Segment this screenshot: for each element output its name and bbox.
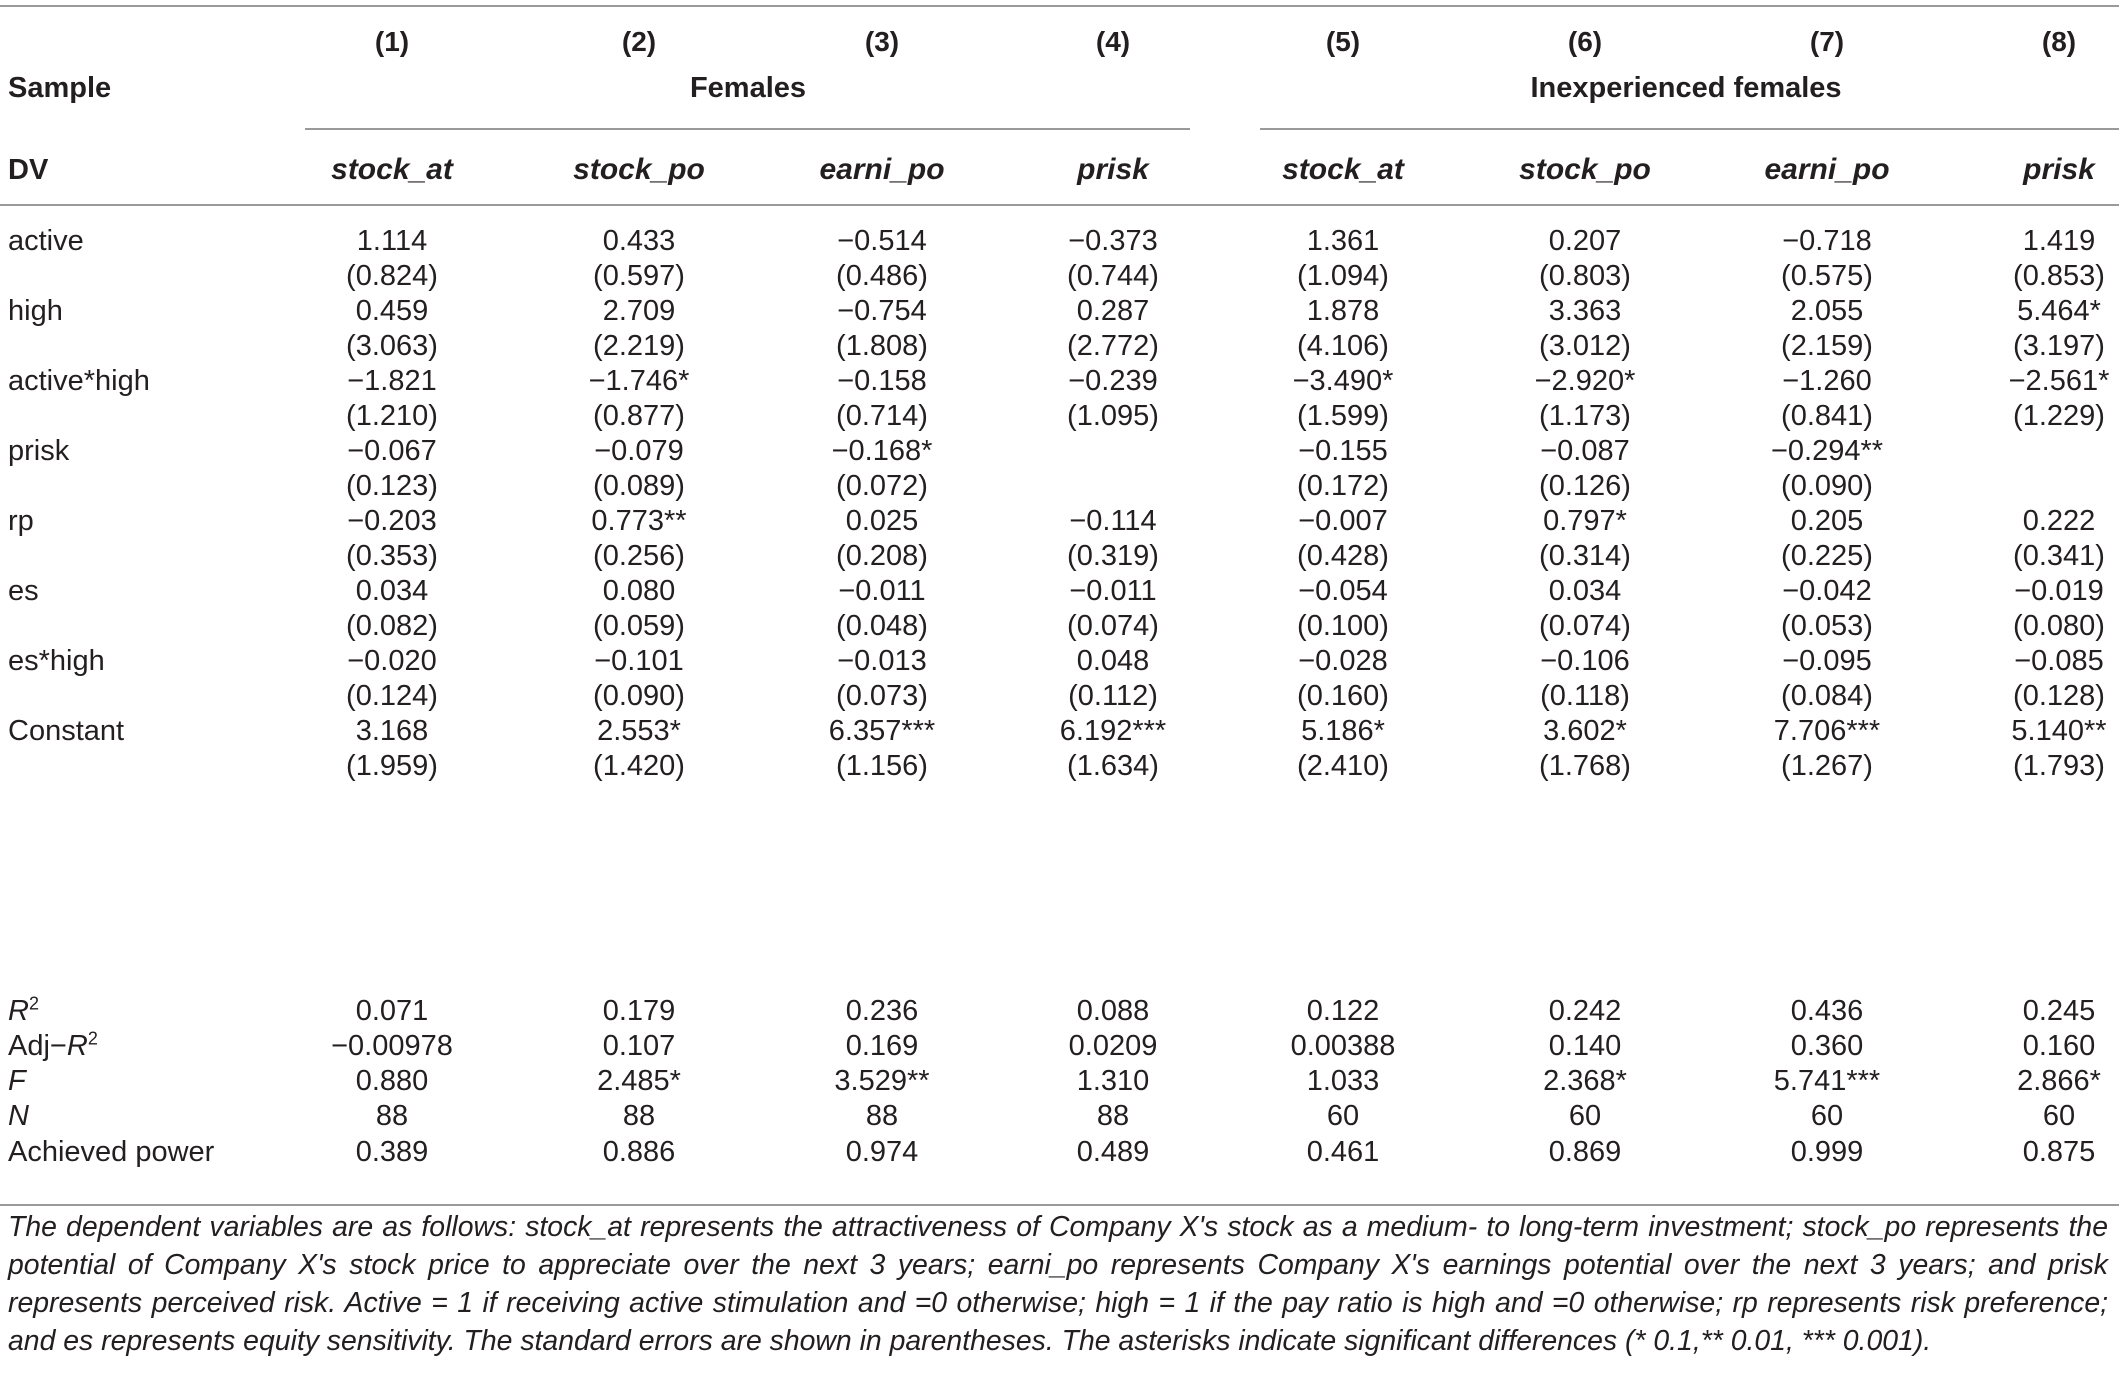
se-cell: (3.063) [346, 330, 438, 362]
se-cell: (1.095) [1067, 400, 1159, 432]
se-cell: (1.793) [2013, 750, 2105, 782]
se-cell: (1.156) [836, 750, 928, 782]
stat-label-text: F [8, 1065, 26, 1097]
group-inexperienced-label: Inexperienced females [1530, 72, 1842, 104]
coef-cell: −0.011 [838, 575, 926, 607]
coef-cell: 7.706*** [1773, 715, 1881, 747]
stat-label-4 [8, 1136, 214, 1168]
stat-cell: 0.160 [2022, 1030, 2096, 1062]
se-cell: (1.173) [1539, 400, 1631, 432]
column-number-3: (3) [864, 26, 900, 57]
row-label-3: prisk [8, 435, 70, 467]
se-cell: (1.634) [1067, 750, 1159, 782]
stat-cell: 0.245 [2022, 995, 2096, 1027]
stat-cell: 0.107 [602, 1030, 676, 1062]
coef-cell: −0.054 [1298, 575, 1388, 607]
se-cell: (0.486) [836, 260, 928, 292]
stat-cell: 1.033 [1306, 1065, 1380, 1097]
coef-cell: −0.155 [1298, 435, 1388, 467]
coef-cell: 3.168 [355, 715, 429, 747]
se-cell: (0.853) [2013, 260, 2105, 292]
se-cell: (0.048) [836, 610, 928, 642]
inexperienced-group-rule [1260, 128, 2119, 130]
row-label-5: es [8, 575, 39, 607]
se-cell: (0.744) [1067, 260, 1159, 292]
coef-cell: −0.373 [1068, 225, 1158, 257]
se-cell: (0.160) [1297, 680, 1389, 712]
top-rule [0, 5, 2119, 7]
row-label-4: rp [8, 505, 34, 537]
column-number-1: (1) [374, 26, 410, 57]
bottom-rule [0, 1204, 2119, 1206]
coef-cell: 2.709 [602, 295, 676, 327]
stat-label-text: N [8, 1100, 29, 1132]
stat-cell: 2.485* [597, 1065, 681, 1097]
se-cell: (0.824) [346, 260, 438, 292]
se-cell: (0.123) [346, 470, 438, 502]
se-cell: (3.197) [2013, 330, 2105, 362]
coef-cell: −0.013 [837, 645, 927, 677]
se-cell: (0.314) [1539, 540, 1631, 572]
coef-cell: 1.361 [1306, 225, 1380, 257]
coef-cell: −0.067 [347, 435, 437, 467]
se-cell: (0.353) [346, 540, 438, 572]
coef-cell: 0.205 [1790, 505, 1864, 537]
stat-label-3 [8, 1100, 29, 1132]
coef-cell: −0.011 [1069, 575, 1157, 607]
group-females-label: Females [689, 72, 807, 104]
column-number-8: (8) [2041, 26, 2077, 57]
stat-cell: 60 [1568, 1100, 1602, 1132]
se-cell: (0.089) [593, 470, 685, 502]
coef-cell: 5.140** [2011, 715, 2107, 747]
stat-cell: 0.974 [845, 1136, 919, 1168]
coef-cell: 3.602* [1543, 715, 1627, 747]
table-footnote: The dependent variables are as follows: stock_at represents the attractiveness of Company X's stock as a medium- to long-term investment; stock_po represents the potential of Company X's stock price to appreciate over the next 3 years; earni_po represents Company X's earnings potential over the next 3 years; and prisk represents perceived risk. Active = 1 if receiving active stimulation and =0 otherwise; high = 1 if the pay ratio is high and =0 otherwise; rp represents risk preference; and es represents equity sensitivity. The standard errors are shown in parentheses. The asterisks indicate significant differences (* 0.1,** 0.01, *** 0.001). [8, 1211, 2108, 1357]
stat-label-sup: 2 [28, 993, 39, 1014]
stat-label-0 [8, 995, 39, 1027]
se-cell: (2.410) [1297, 750, 1389, 782]
coef-cell: 1.114 [356, 225, 428, 257]
stat-cell: 60 [2042, 1100, 2076, 1132]
se-cell: (1.959) [346, 750, 438, 782]
se-cell: (0.074) [1539, 610, 1631, 642]
stat-cell: 2.368* [1543, 1065, 1627, 1097]
stat-cell: 0.360 [1790, 1030, 1864, 1062]
coef-cell: 0.080 [602, 575, 676, 607]
row-label-0: active [8, 225, 84, 257]
row-label-6: es*high [8, 645, 105, 677]
stat-cell: 0.869 [1548, 1136, 1622, 1168]
coef-cell: −0.042 [1782, 575, 1872, 607]
row-label-7: Constant [8, 715, 125, 747]
coef-cell: −0.158 [837, 365, 927, 397]
coef-cell: −0.239 [1068, 365, 1158, 397]
coef-cell: −0.168* [831, 435, 933, 467]
se-cell: (0.074) [1067, 610, 1159, 642]
coef-cell: −3.490* [1292, 365, 1394, 397]
coef-cell: −0.007 [1298, 505, 1388, 537]
stat-cell: 0.880 [355, 1065, 429, 1097]
stat-cell: 0.999 [1790, 1136, 1864, 1168]
se-cell: (0.575) [1781, 260, 1873, 292]
stat-label-sup: 2 [87, 1028, 98, 1049]
coef-cell: 2.055 [1790, 295, 1864, 327]
row-label-2: active*high [8, 365, 150, 397]
se-cell: (0.597) [593, 260, 685, 292]
se-cell: (1.808) [836, 330, 928, 362]
se-cell: (4.106) [1297, 330, 1389, 362]
coef-cell: −0.019 [2014, 575, 2104, 607]
se-cell: (0.112) [1068, 680, 1158, 712]
coef-cell: −1.821 [347, 365, 437, 397]
coef-cell: 6.357*** [828, 715, 936, 747]
se-cell: (0.208) [836, 540, 928, 572]
se-cell: (0.126) [1539, 470, 1631, 502]
stat-label-1 [8, 1030, 98, 1062]
coef-cell: 2.553* [597, 715, 681, 747]
se-cell: (0.090) [593, 680, 685, 712]
se-cell: (0.341) [2013, 540, 2105, 572]
stat-cell: 88 [1096, 1100, 1130, 1132]
stat-cell: 0.236 [845, 995, 919, 1027]
stat-label-italic-r: R [66, 1030, 88, 1062]
coef-cell: −0.294** [1770, 435, 1884, 467]
dv-name-col-3: earni_po [819, 153, 945, 186]
coef-cell: 1.878 [1306, 295, 1380, 327]
coef-cell: 0.287 [1076, 295, 1150, 327]
se-cell: (0.428) [1297, 540, 1389, 572]
coef-cell: −0.095 [1782, 645, 1872, 677]
stat-label-2 [8, 1065, 26, 1097]
stat-cell: 0.071 [355, 995, 429, 1027]
stat-label-text: Adj−R [8, 1030, 88, 1062]
coef-cell: 5.464* [2017, 295, 2101, 327]
se-cell: (1.599) [1297, 400, 1389, 432]
dv-name-col-5: stock_at [1282, 153, 1404, 186]
coef-cell: 0.773** [591, 505, 687, 537]
stat-cell: 0.00388 [1290, 1030, 1396, 1062]
stat-cell: 60 [1326, 1100, 1360, 1132]
stat-cell: 0.122 [1306, 995, 1380, 1027]
se-cell: (1.267) [1781, 750, 1873, 782]
se-cell: (0.084) [1781, 680, 1873, 712]
se-cell: (0.072) [836, 470, 928, 502]
coef-cell: 5.186* [1301, 715, 1385, 747]
se-cell: (1.094) [1297, 260, 1389, 292]
se-cell: (1.229) [2013, 400, 2105, 432]
se-cell: (0.877) [593, 400, 685, 432]
stat-cell: 88 [375, 1100, 409, 1132]
se-cell: (0.073) [836, 680, 928, 712]
stat-cell: 0.875 [2022, 1136, 2096, 1168]
coef-cell: 0.048 [1076, 645, 1150, 677]
dv-name-col-6: stock_po [1519, 153, 1651, 186]
coef-cell: 0.034 [1548, 575, 1622, 607]
stat-cell: −0.00978 [331, 1030, 453, 1062]
coef-cell: 0.797* [1543, 505, 1627, 537]
coef-cell: 0.207 [1548, 225, 1622, 257]
coef-cell: −0.106 [1540, 645, 1630, 677]
se-cell: (2.159) [1781, 330, 1873, 362]
se-cell: (0.100) [1297, 610, 1389, 642]
coef-cell: −0.020 [347, 645, 437, 677]
dv-label: DV [8, 154, 49, 186]
coef-cell: 0.222 [2022, 505, 2096, 537]
coef-cell: 3.363 [1548, 295, 1622, 327]
coef-cell: −0.718 [1782, 225, 1872, 257]
coef-cell: −0.203 [347, 505, 437, 537]
stat-cell: 0.242 [1548, 995, 1622, 1027]
column-number-5: (5) [1325, 26, 1361, 57]
se-cell: (0.225) [1781, 540, 1873, 572]
coef-cell: −1.746* [588, 365, 690, 397]
dv-name-col-7: earni_po [1764, 153, 1890, 186]
stat-cell: 0.169 [845, 1030, 919, 1062]
stat-cell: 0.179 [602, 995, 676, 1027]
stat-cell: 88 [865, 1100, 899, 1132]
stat-cell: 0.436 [1790, 995, 1864, 1027]
stat-cell: 0.140 [1548, 1030, 1622, 1062]
se-cell: (0.172) [1297, 470, 1389, 502]
se-cell: (0.124) [346, 680, 438, 712]
stat-cell: 0.389 [355, 1136, 429, 1168]
column-number-7: (7) [1809, 26, 1845, 57]
column-number-6: (6) [1567, 26, 1603, 57]
coef-cell: 1.419 [2022, 225, 2096, 257]
females-group-rule [305, 128, 1190, 130]
stat-cell: 2.866* [2017, 1065, 2101, 1097]
coef-cell: −0.754 [837, 295, 927, 327]
se-cell: (0.128) [2013, 680, 2105, 712]
se-cell: (0.118) [1540, 680, 1630, 712]
se-cell: (2.772) [1067, 330, 1159, 362]
coef-cell: −0.101 [594, 645, 684, 677]
coef-cell: −0.079 [594, 435, 684, 467]
coef-cell: −0.514 [837, 225, 927, 257]
coef-cell: 6.192*** [1059, 715, 1167, 747]
dv-name-col-2: stock_po [573, 153, 705, 186]
coef-cell: −2.561* [2008, 365, 2110, 397]
se-cell: (0.053) [1781, 610, 1873, 642]
coef-cell: −0.028 [1298, 645, 1388, 677]
row-label-1: high [8, 295, 63, 327]
coef-cell: −0.114 [1069, 505, 1157, 537]
se-cell: (1.210) [346, 400, 438, 432]
se-cell: (3.012) [1539, 330, 1631, 362]
coef-cell: 0.433 [602, 225, 676, 257]
se-cell: (2.219) [593, 330, 685, 362]
stat-label-text: Achieved power [8, 1136, 215, 1168]
column-number-4: (4) [1095, 26, 1131, 57]
se-cell: (1.768) [1539, 750, 1631, 782]
coef-cell: 0.025 [845, 505, 919, 537]
stat-cell: 1.310 [1076, 1065, 1150, 1097]
coef-cell: −0.087 [1540, 435, 1630, 467]
se-cell: (1.420) [593, 750, 685, 782]
dv-name-col-1: stock_at [331, 153, 453, 186]
coef-cell: 0.034 [355, 575, 429, 607]
header-rule [0, 204, 2119, 206]
se-cell: (0.080) [2013, 610, 2105, 642]
stat-cell: 3.529** [834, 1065, 930, 1097]
coef-cell: −2.920* [1534, 365, 1636, 397]
stat-cell: 5.741*** [1773, 1065, 1881, 1097]
se-cell: (0.841) [1781, 400, 1873, 432]
se-cell: (0.082) [346, 610, 438, 642]
dv-name-col-8: prisk [2023, 153, 2095, 186]
se-cell: (0.090) [1781, 470, 1873, 502]
se-cell: (0.059) [593, 610, 685, 642]
coef-cell: −1.260 [1782, 365, 1872, 397]
se-cell: (0.319) [1067, 540, 1159, 572]
dv-name-col-4: prisk [1077, 153, 1149, 186]
se-cell: (0.803) [1539, 260, 1631, 292]
stat-cell: 88 [622, 1100, 656, 1132]
stat-cell: 0.0209 [1068, 1030, 1158, 1062]
sample-label: Sample [8, 72, 112, 104]
stat-cell: 0.461 [1306, 1136, 1380, 1168]
column-number-2: (2) [621, 26, 657, 57]
stat-cell: 0.088 [1076, 995, 1150, 1027]
stat-cell: 0.886 [602, 1136, 676, 1168]
stat-label-text: R [8, 995, 29, 1027]
coef-cell: −0.085 [2014, 645, 2104, 677]
stat-cell: 0.489 [1076, 1136, 1150, 1168]
coef-cell: 0.459 [355, 295, 429, 327]
se-cell: (0.714) [836, 400, 928, 432]
se-cell: (0.256) [593, 540, 685, 572]
stat-cell: 60 [1810, 1100, 1844, 1132]
